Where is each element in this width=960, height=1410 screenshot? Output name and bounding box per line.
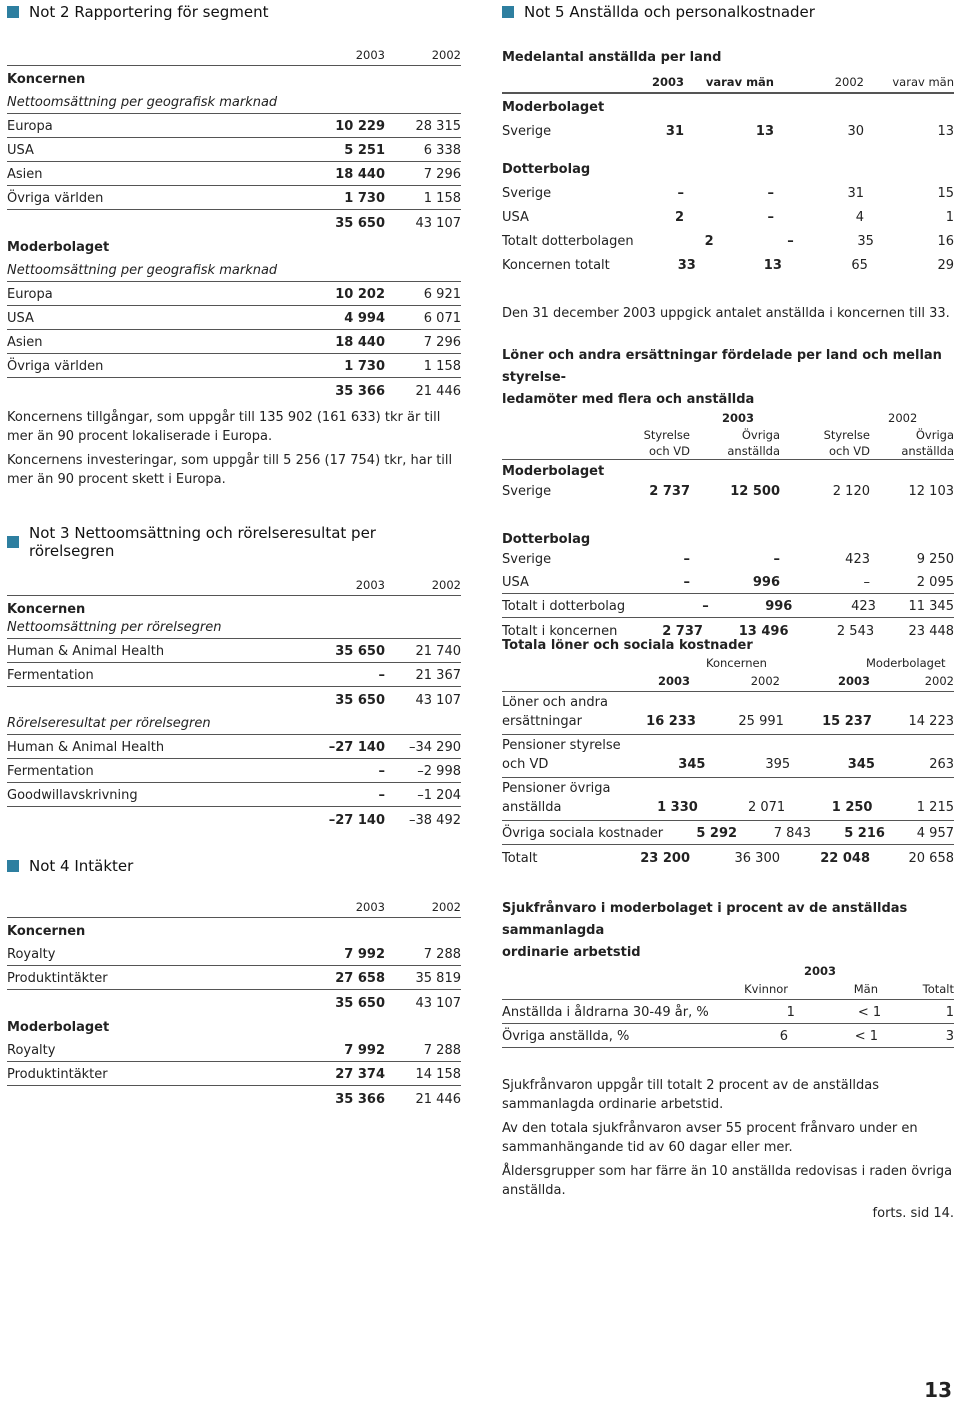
- year-header: 2003 2002: [722, 411, 918, 425]
- sub-label: Nettoomsättning per geografisk marknad: [7, 90, 461, 114]
- table-row: Europa 10 229 28 315: [7, 114, 461, 138]
- table-row: Produktintäkter 27 374 14 158: [7, 1062, 461, 1086]
- total-row: 35 650 43 107: [335, 996, 461, 1011]
- table-row: Koncernen totalt 33 13 65 29: [502, 258, 955, 273]
- table-row: Övriga världen 1 730 1 158: [7, 354, 461, 378]
- year-header: 2003 2002: [7, 572, 461, 596]
- year-header: 2003 2002: [7, 894, 461, 918]
- total-row: 35 650 43 107: [335, 693, 461, 708]
- group-label: Moderbolaget: [502, 100, 605, 115]
- table-row: Totalt i dotterbolag – 996 423 11 345: [502, 594, 954, 618]
- note-3: [7, 524, 461, 828]
- table-row: Pensioner övriga anställda 1 330 2 071 1 250 1 215: [502, 778, 954, 821]
- sjukfranvaro-table: [502, 898, 954, 1221]
- table-row: Fermentation – 21 367: [7, 663, 461, 687]
- table-title: Medelantal anställda per land: [502, 50, 722, 65]
- table-row: Royalty 7 992 7 288: [7, 1038, 461, 1062]
- note-3-heading: [7, 524, 461, 560]
- table-row: Sverige 31 13 30 13: [502, 124, 954, 139]
- group-label: Moderbolaget: [502, 464, 605, 479]
- year-2003: 2003: [355, 48, 385, 62]
- sub-label: Nettoomsättning per geografisk marknad: [7, 258, 461, 282]
- note-5: [502, 0, 954, 24]
- note-2-heading: [7, 0, 461, 24]
- group-label: Moderbolaget: [7, 1020, 110, 1035]
- table-row: Goodwillavskrivning – –1 204: [7, 783, 461, 807]
- paragraph: Åldersgrupper som har färre än 10 anställda redovisas i raden övriga anställda.: [502, 1164, 953, 1198]
- table-row: Fermentation – –2 998: [7, 759, 461, 783]
- group-header: Koncernen Moderbolaget: [706, 656, 946, 670]
- medelantal-table: [502, 50, 954, 323]
- sub-label: Rörelseresultat per rörelsegren: [7, 711, 461, 735]
- column-header: Styrelse och VD Övriga anställda Styrelse och VD Övriga anställda: [502, 427, 954, 460]
- table-title: Sjukfrånvaro i moderbolaget i procent av de anställdas sammanlagda ordinarie arbetstid: [502, 901, 908, 960]
- group-label: Koncernen: [7, 72, 86, 87]
- group-label: Dotterbolag: [502, 532, 591, 547]
- table-row: Sverige – – 31 15: [502, 186, 954, 201]
- column-header: 2003 varav män 2002 varav män: [502, 70, 954, 94]
- table-row: Anställda i åldrarna 30-49 år, % 1 < 1 1: [502, 1000, 954, 1024]
- table-row: Löner och andra ersättningar 16 233 25 991 15 237 14 223: [502, 692, 954, 735]
- table-row: Övriga världen 1 730 1 158: [7, 186, 461, 210]
- paragraph: Den 31 december 2003 uppgick antalet anställda i koncernen till 33.: [502, 306, 950, 321]
- table-row: Sverige 2 737 12 500 2 120 12 103: [502, 484, 954, 499]
- note-4: [7, 854, 461, 1107]
- table-title: Löner och andra ersättningar fördelade per land och mellan styrelse- ledamöter med flera och anställda: [502, 348, 942, 407]
- table-row: Totalt i koncernen 2 737 13 496 2 543 23 448: [502, 624, 955, 639]
- table-row: Övriga anställda, % 6 < 1 3: [502, 1024, 954, 1048]
- paragraph: Koncernens tillgångar, som uppgår till 135 902 (161 633) tkr är till mer än 90 procent lokaliserade i Europa.: [7, 410, 441, 444]
- note-2: [7, 0, 461, 487]
- column-header: Kvinnor Män Totalt: [502, 980, 954, 1000]
- group-label: Koncernen: [7, 924, 86, 939]
- table-row: Asien 18 440 7 296: [7, 330, 461, 354]
- table-row: Övriga sociala kostnader 5 292 7 843 5 216 4 957: [502, 821, 954, 845]
- page-number: 13: [924, 1378, 952, 1402]
- table-row: Sverige – – 423 9 250: [502, 552, 954, 567]
- note-5-title: Not 5 Anställda och personalkostnader: [524, 3, 815, 21]
- table-row: USA 5 251 6 338: [7, 138, 461, 162]
- total-row: 35 366 21 446: [335, 384, 461, 399]
- year-header: 2003: [804, 964, 837, 978]
- total-row: –27 140 –38 492: [328, 813, 461, 828]
- total-row: Totalt 23 200 36 300 22 048 20 658: [502, 851, 954, 866]
- table-title: Totala löner och sociala kostnader: [502, 638, 753, 653]
- total-row: 35 650 43 107: [335, 216, 461, 231]
- note-5-heading: [502, 0, 954, 24]
- note-4-title: Not 4 Intäkter: [29, 857, 134, 875]
- section-marker-icon: [7, 6, 19, 18]
- table-row: Royalty 7 992 7 288: [7, 942, 461, 966]
- table-row: Produktintäkter 27 658 35 819: [7, 966, 461, 990]
- continued-note: forts. sid 14.: [872, 1206, 954, 1221]
- note-4-heading: [7, 854, 461, 878]
- table-row: USA 4 994 6 071: [7, 306, 461, 330]
- table-row: Human & Animal Health –27 140 –34 290: [7, 735, 461, 759]
- paragraph: Av den totala sjukfrånvaron avser 55 procent frånvaro under en sammanhängande tid av 60 dagar eller mer.: [502, 1121, 918, 1155]
- section-marker-icon: [7, 860, 19, 872]
- group-label: Koncernen: [7, 602, 86, 617]
- table-row: Asien 18 440 7 296: [7, 162, 461, 186]
- table-row: Totalt dotterbolagen 2 – 35 16: [502, 234, 954, 249]
- table-row: USA – 996 – 2 095: [502, 570, 954, 594]
- total-row: 35 366 21 446: [335, 1092, 461, 1107]
- group-label: Dotterbolag: [502, 162, 591, 177]
- sub-label: Nettoomsättning per rörelsegren: [7, 620, 461, 639]
- totala-table: [502, 638, 954, 869]
- group-label: Moderbolaget: [7, 240, 110, 255]
- year-2002: 2002: [431, 48, 461, 62]
- section-marker-icon: [502, 6, 514, 18]
- year-header: [7, 42, 461, 66]
- loner-table: [502, 345, 954, 642]
- note-2-title: Not 2 Rapportering för segment: [29, 3, 269, 21]
- column-header: 2003 2002 2003 2002: [502, 672, 954, 692]
- note-3-title: Not 3 Nettoomsättning och rörelseresultat per rörelsegren: [29, 524, 376, 560]
- table-row: USA 2 – 4 1: [502, 210, 954, 225]
- table-row: Europa 10 202 6 921: [7, 282, 461, 306]
- paragraph: Sjukfrånvaron uppgår till totalt 2 procent av de anställdas sammanlagda ordinarie arbetstid.: [502, 1078, 879, 1112]
- table-row: Human & Animal Health 35 650 21 740: [7, 639, 461, 663]
- section-marker-icon: [7, 536, 19, 548]
- table-row: Pensioner styrelse och VD 345 395 345 263: [502, 735, 954, 778]
- paragraph: Koncernens investeringar, som uppgår till 5 256 (17 754) tkr, har till mer än 90 procent skett i Europa.: [7, 453, 453, 487]
